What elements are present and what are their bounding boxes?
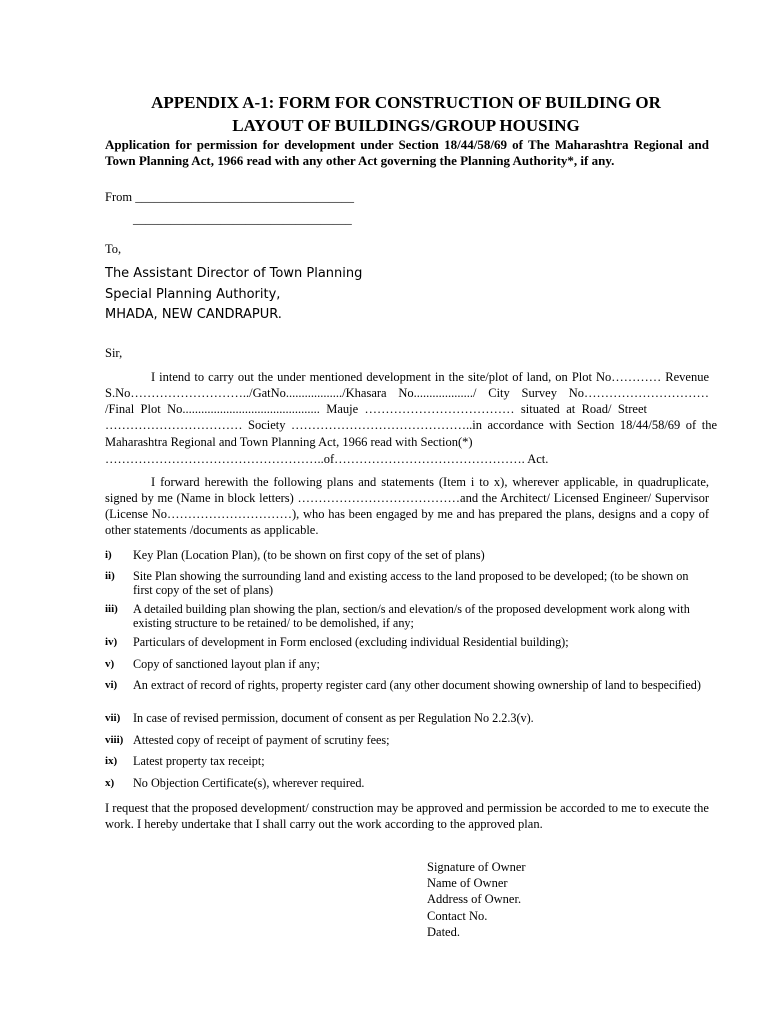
list-item	[105, 602, 709, 630]
list-item	[105, 711, 709, 725]
item-text: Particulars of development in Form enclosed (excluding individual Residential building);	[133, 635, 569, 649]
addressee-line-1: The Assistant Director of Town Planning	[105, 266, 363, 281]
item-text: No Objection Certificate(s), wherever required.	[133, 776, 365, 790]
list-item	[105, 754, 709, 768]
list-item	[105, 548, 709, 562]
para1-line-5: Maharashtra Regional and Town Planning Act, 1966 read with Section(*)	[105, 435, 473, 449]
from-line: From ___________________________________	[105, 190, 354, 204]
signature-block	[427, 859, 526, 940]
para2	[105, 474, 709, 538]
list-item	[105, 678, 709, 692]
item-text: Key Plan (Location Plan), (to be shown on first copy of the set of plans)	[133, 548, 485, 562]
item-text: A detailed building plan showing the plan, section/s and elevation/s of the proposed development work along with existing structure to be retained/ to be demolished, if any;	[133, 602, 690, 630]
item-number: v)	[105, 658, 115, 670]
para1-line-2: S.No………………………../GatNo................../Khasara No.................../ City Survey No…………………………	[105, 386, 709, 400]
address-of-owner: Address of Owner.	[427, 892, 522, 907]
item-number: i)	[105, 549, 112, 561]
item-text: Site Plan showing the surrounding land and existing access to the land proposed to be developed; (to be shown on first copy of the set of plans)	[133, 569, 689, 597]
item-number: ii)	[105, 570, 115, 582]
item-text: Latest property tax receipt;	[133, 754, 265, 768]
list-item	[105, 635, 709, 649]
form-title-line-1: APPENDIX A-1: FORM FOR CONSTRUCTION OF BUILDING OR	[151, 93, 661, 112]
contact-no: Contact No.	[427, 908, 488, 923]
para2-text: I forward herewith the following plans and statements (Item i to x), wherever applicable, in quadruplicate, signed by me (Name in block letters) …………………………………and the Architect/ Licensed Engineer/ Supervisor (License No…………………………), who has been engaged by me and has prepared the plans, designs and a copy of other statements /documents as applicable.	[105, 475, 709, 537]
item-number: ix)	[105, 755, 118, 767]
para1-line-3: /Final Plot No............................................ Mauje ……………………………… situated at Road/ Street	[105, 402, 647, 416]
application-subtitle: Application for permission for development under Section 18/44/58/69 of The Maharashtra Regional and Town Planning Act, 1966 read with any other Act governing the Planning Authority*, if any.	[105, 137, 709, 168]
salutation: Sir,	[105, 346, 123, 360]
dated: Dated.	[427, 924, 460, 939]
item-text: Attested copy of receipt of payment of scrutiny fees;	[133, 733, 390, 747]
para1-line-4: …………………………… Society ……………………………………..in accordance with Section 18/44/58/69 of the	[105, 418, 717, 432]
item-text: In case of revised permission, document of consent as per Regulation No 2.2.3(v).	[133, 711, 534, 725]
item-number: x)	[105, 777, 115, 789]
item-number: viii)	[105, 734, 124, 746]
item-text: Copy of sanctioned layout plan if any;	[133, 657, 320, 671]
name-of-owner: Name of Owner	[427, 876, 508, 891]
para1-line-1: I intend to carry out the under mentioned development in the site/plot of land, on Plot No………… Revenue	[151, 370, 709, 384]
from-line-2: ___________________________________	[133, 212, 352, 226]
item-number: iii)	[105, 603, 118, 615]
item-text: An extract of record of rights, property register card (any other document showing ownership of land to bespecified)	[133, 678, 701, 692]
addressee-line-3: MHADA, NEW CANDRAPUR.	[105, 307, 282, 322]
list-item	[105, 776, 709, 790]
list-item	[105, 569, 709, 597]
request-paragraph: I request that the proposed development/ construction may be approved and permission be accorded to me to execute the work. I hereby undertake that I shall carry out the work according to the approved plan.	[105, 801, 709, 831]
addressee-line-2: Special Planning Authority,	[105, 287, 281, 302]
signature-of-owner: Signature of Owner	[427, 860, 526, 874]
item-number: vii)	[105, 712, 121, 724]
item-number: iv)	[105, 636, 118, 648]
list-item	[105, 733, 709, 747]
para1-line-6: ……………………………………………..of………………………………………. Act.	[105, 452, 549, 466]
to-label: To,	[105, 242, 122, 256]
item-number: vi)	[105, 679, 118, 691]
form-title-line-2: LAYOUT OF BUILDINGS/GROUP HOUSING	[232, 116, 580, 135]
list-item	[105, 657, 709, 671]
